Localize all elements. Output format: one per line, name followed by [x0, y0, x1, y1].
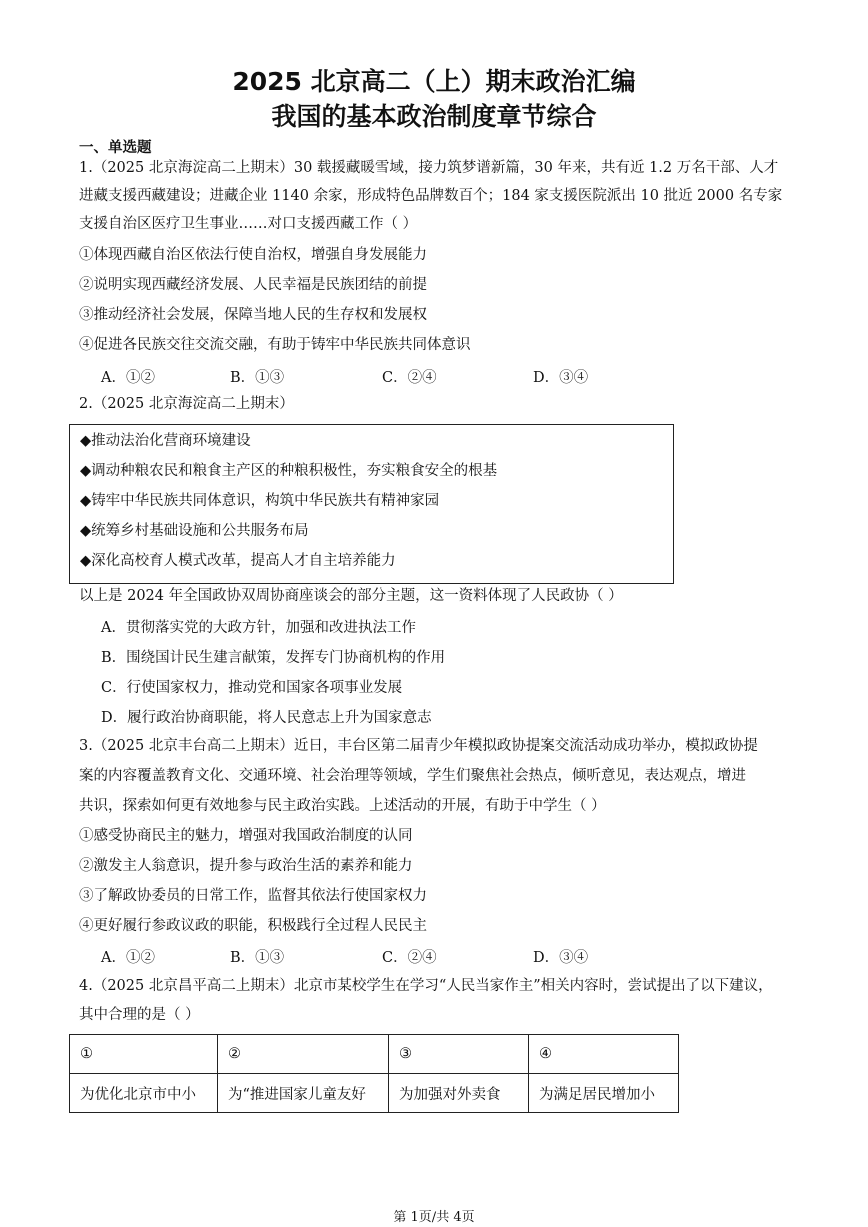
q2-box-item-3: ◆铸牢中华民族共同体意识，构筑中华民族共有精神家园	[80, 493, 440, 509]
q2-stem: 以上是 2024 年全国政协双周协商座谈会的部分主题，这一资料体现了人民政协（ ）	[79, 588, 623, 604]
q1-option-c: C．②④	[382, 370, 437, 386]
q4-stem-line-2: 其中合理的是（ ）	[79, 1007, 200, 1023]
q1-statement-4: ④促进各民族交往交流交融，有助于铸牢中华民族共同体意识	[79, 337, 471, 353]
table-header-cell: ①	[70, 1035, 218, 1074]
q1-stem-line-3: 支援自治区医疗卫生事业……对口支援西藏工作（ ）	[79, 216, 418, 232]
q1-option-a: A．①②	[101, 370, 155, 386]
q1-stem-line-2: 进藏支援西藏建设；进藏企业 1140 余家，形成特色品牌数百个；184 家支援医院派出 10 批近 2000 名专家	[79, 188, 783, 204]
q3-statement-1: ①感受协商民主的魅力，增强对我国政治制度的认同	[79, 828, 413, 844]
table-cell: 为“推进国家儿童友好	[218, 1074, 389, 1113]
q2-box-item-5: ◆深化高校育人模式改革，提高人才自主培养能力	[80, 553, 396, 569]
q2-heading: 2.（2025 北京海淀高二上期末）	[79, 396, 294, 412]
q4-stem-line-1: 4.（2025 北京昌平高二上期末）北京市某校学生在学习“人民当家作主”相关内容时，尝试提出了以下建议，	[79, 978, 773, 994]
document-title: 2025 北京高二（上）期末政治汇编	[232, 67, 636, 96]
table-header-cell: ④	[529, 1035, 679, 1074]
table-cell: 为加强对外卖食	[389, 1074, 529, 1113]
q2-option-a: A．贯彻落实党的大政方针，加强和改进执法工作	[101, 620, 416, 636]
q3-statement-3: ③了解政协委员的日常工作，监督其依法行使国家权力	[79, 888, 427, 904]
q2-box-item-1: ◆推动法治化营商环境建设	[80, 433, 251, 449]
table-cell: 为满足居民增加小	[529, 1074, 679, 1113]
page-footer: 第 1页/共 4页	[393, 1210, 475, 1225]
q2-option-c: C．行使国家权力，推动党和国家各项事业发展	[101, 680, 403, 696]
q3-stem-line-2: 案的内容覆盖教育文化、交通环境、社会治理等领域，学生们聚焦社会热点，倾听意见，表达观点，增进	[79, 768, 746, 784]
q2-box-item-4: ◆统筹乡村基础设施和公共服务布局	[80, 523, 309, 539]
q2-option-b: B．围绕国计民生建言献策，发挥专门协商机构的作用	[101, 650, 446, 666]
q3-option-d: D．③④	[533, 950, 589, 966]
table-row	[70, 1074, 679, 1113]
q1-option-b: B．①③	[230, 370, 285, 386]
q3-option-b: B．①③	[230, 950, 285, 966]
q1-statement-2: ②说明实现西藏经济发展、人民幸福是民族团结的前提	[79, 277, 427, 293]
table-header-cell: ②	[218, 1035, 389, 1074]
q1-option-d: D．③④	[533, 370, 589, 386]
q1-statement-1: ①体现西藏自治区依法行使自治权，增强自身发展能力	[79, 247, 427, 263]
q1-stem-line-1: 1.（2025 北京海淀高二上期末）30 载援藏暖雪域，接力筑梦谱新篇，30 年来，共有近 1.2 万名干部、人才	[79, 160, 779, 176]
table-header-cell: ③	[389, 1035, 529, 1074]
q3-stem-line-1: 3.（2025 北京丰台高二上期末）近日，丰台区第二届青少年模拟政协提案交流活动成功举办，模拟政协提	[79, 738, 758, 754]
q3-stem-line-3: 共识，探索如何更有效地参与民主政治实践。上述活动的开展，有助于中学生（ ）	[79, 798, 606, 814]
q3-statement-4: ④更好履行参政议政的职能，积极践行全过程人民民主	[79, 918, 427, 934]
q3-statement-2: ②激发主人翁意识，提升参与政治生活的素养和能力	[79, 858, 413, 874]
q2-box-item-2: ◆调动种粮农民和粮食主产区的种粮积极性，夯实粮食安全的根基	[80, 463, 498, 479]
section-heading: 一、单选题	[79, 140, 152, 156]
q3-option-c: C．②④	[382, 950, 437, 966]
q2-topic-box	[69, 424, 674, 584]
q4-suggestion-table	[69, 1034, 679, 1113]
q2-option-d: D．履行政治协商职能，将人民意志上升为国家意志	[101, 710, 432, 726]
table-cell: 为优化北京市中小	[70, 1074, 218, 1113]
table-header-row	[70, 1035, 679, 1074]
q3-option-a: A．①②	[101, 950, 155, 966]
document-subtitle: 我国的基本政治制度章节综合	[271, 102, 597, 131]
q1-statement-3: ③推动经济社会发展，保障当地人民的生存权和发展权	[79, 307, 427, 323]
